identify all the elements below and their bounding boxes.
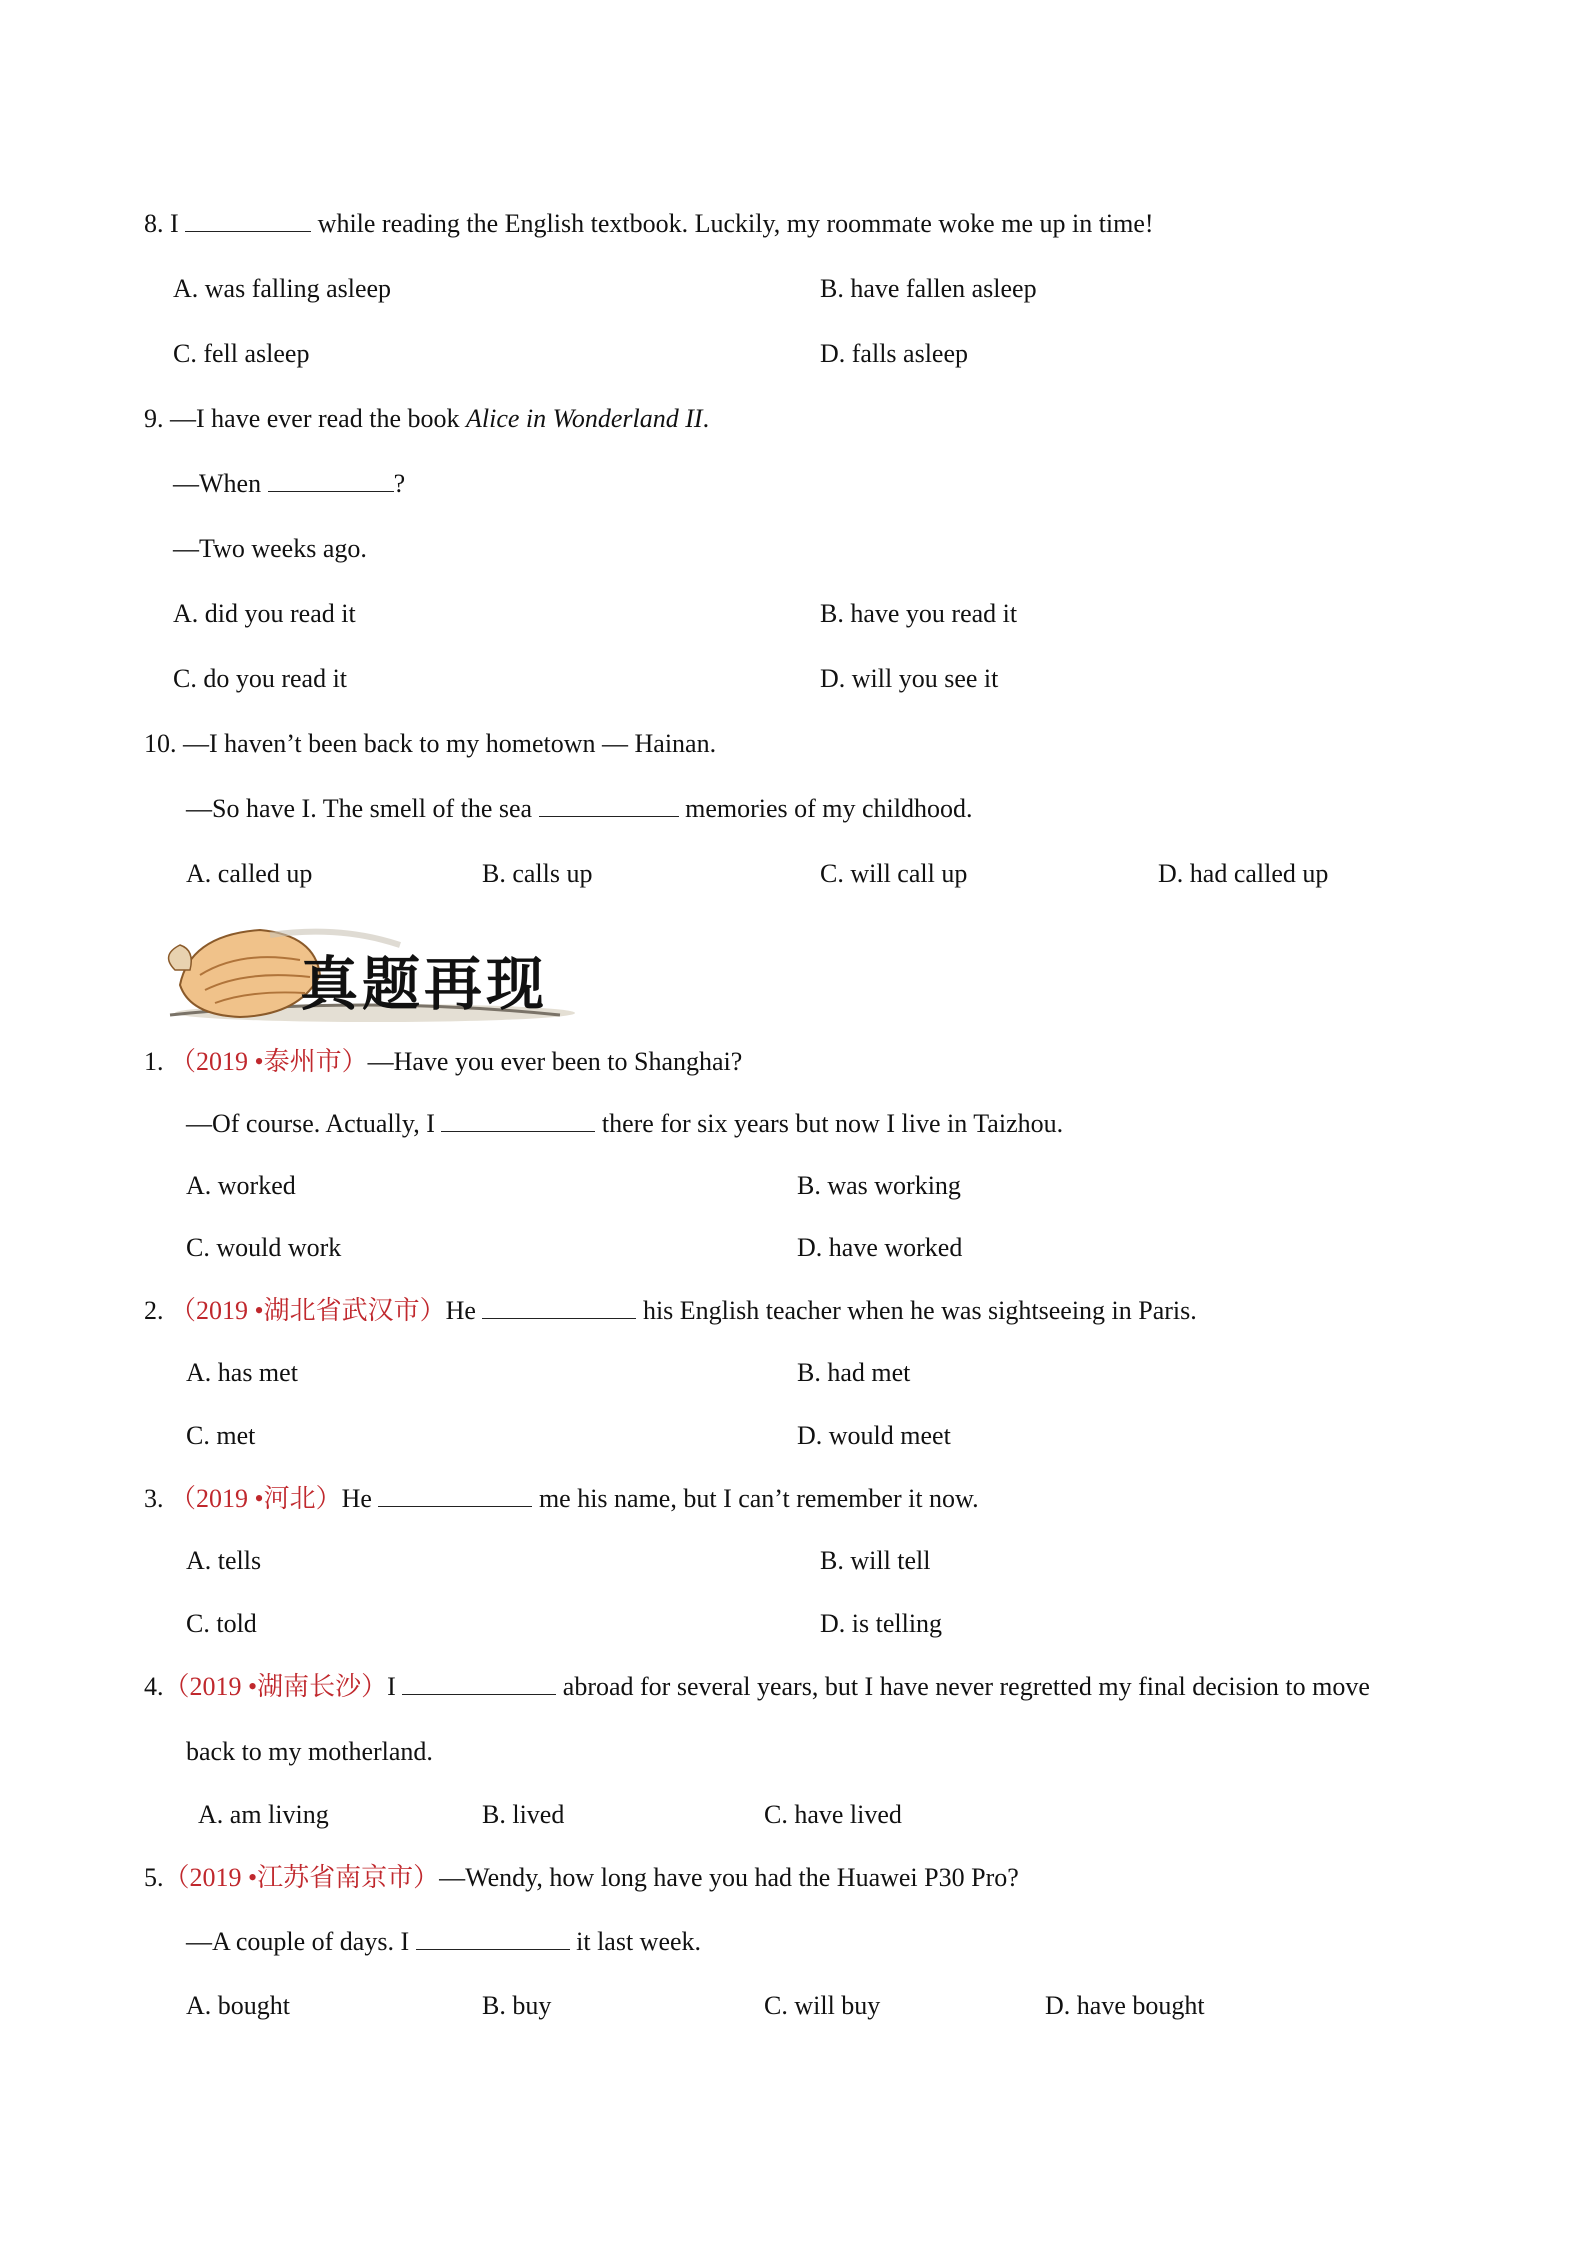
exam-q1-option-c: C. would work <box>186 1233 342 1262</box>
q10-blank <box>539 794 679 817</box>
exam-q1-line1: —Have you ever been to Shanghai? <box>367 1047 743 1076</box>
section-banner <box>150 915 580 1030</box>
exam-q5-option-b: B. buy <box>482 1991 552 2020</box>
exam-q5-number: 5. <box>144 1863 164 1892</box>
exam-q4-text-post: abroad for several years, but I have never regretted my final decision to move <box>562 1672 1370 1701</box>
exam-q2-text-post: his English teacher when he was sightseeing in Paris. <box>642 1296 1197 1325</box>
exam-q2-number: 2. <box>144 1296 164 1325</box>
q9-line2-pre: —When <box>173 469 262 498</box>
exam-q3-text-post: me his name, but I can’t remember it now. <box>538 1484 979 1513</box>
exam-q5-source: （2019 •江苏省南京市） <box>163 1863 440 1892</box>
q8-stem <box>144 206 1154 242</box>
exam-q3-option-b: B. will tell <box>820 1546 931 1575</box>
exam-q4-option-c: C. have lived <box>764 1800 902 1829</box>
exam-q2-option-d: D. would meet <box>797 1421 951 1450</box>
q8-option-b: B. have fallen asleep <box>820 274 1037 303</box>
exam-q5-line2 <box>186 1924 701 1960</box>
q10-option-a: A. called up <box>186 859 313 888</box>
exam-q5-line2-post: it last week. <box>576 1927 702 1956</box>
q8-option-a: A. was falling asleep <box>173 274 392 303</box>
exam-q5-line2-pre: —A couple of days. I <box>186 1927 410 1956</box>
exam-q3-option-d: D. is telling <box>820 1609 943 1638</box>
exam-q1-line2-post: there for six years but now I live in Taizhou. <box>601 1109 1064 1138</box>
q10-option-d: D. had called up <box>1158 859 1329 888</box>
exam-q1-option-a: A. worked <box>186 1171 296 1200</box>
exam-q1-stem <box>144 1044 742 1080</box>
q8-option-d: D. falls asleep <box>820 339 969 368</box>
exam-q1-number: 1. <box>144 1047 164 1076</box>
exam-q3-source: （2019 •河北） <box>170 1484 342 1513</box>
exam-q2-source: （2019 •湖北省武汉市） <box>170 1296 446 1325</box>
q9-text-pre: —I have ever read the book <box>170 404 460 433</box>
q8-number: 8. <box>144 209 164 238</box>
exam-q5-option-c: C. will buy <box>764 1991 881 2020</box>
q10-option-c: C. will call up <box>820 859 968 888</box>
exam-q3-number: 3. <box>144 1484 164 1513</box>
exam-q5-option-a: A. bought <box>186 1991 290 2020</box>
exam-q2-stem <box>144 1293 1197 1329</box>
exam-q2-text-pre: He <box>445 1296 476 1325</box>
exam-q3-stem <box>144 1481 979 1517</box>
exam-q3-option-a: A. tells <box>186 1546 262 1575</box>
q9-option-d: D. will you see it <box>820 664 999 693</box>
exam-q4-stem <box>144 1669 1370 1705</box>
exam-q2-blank <box>482 1296 636 1319</box>
q9-number: 9. <box>144 404 164 433</box>
exam-q1-source: （2019 •泰州市） <box>170 1047 368 1076</box>
q9-line3: —Two weeks ago. <box>173 534 367 563</box>
q10-line2-post: memories of my childhood. <box>685 794 973 823</box>
q9-line2 <box>173 466 405 502</box>
q10-option-b: B. calls up <box>482 859 593 888</box>
q9-line2-post: ? <box>393 469 406 498</box>
exam-q5-option-d: D. have bought <box>1045 1991 1205 2020</box>
q10-line2-pre: —So have I. The smell of the sea <box>186 794 533 823</box>
q10-number: 10. <box>144 729 177 758</box>
exam-q3-text-pre: He <box>341 1484 372 1513</box>
exam-q4-text-pre: I <box>387 1672 396 1701</box>
exam-q4-line2: back to my motherland. <box>186 1737 433 1766</box>
exam-q2-option-a: A. has met <box>186 1358 298 1387</box>
exam-q5-stem <box>144 1860 1019 1896</box>
q9-stem <box>144 401 709 437</box>
exam-q1-line2-pre: —Of course. Actually, I <box>186 1109 435 1138</box>
q9-book-title: Alice in Wonderland II <box>465 404 703 433</box>
q9-blank <box>268 469 394 492</box>
q10-line1: —I haven’t been back to my hometown — Hainan. <box>183 729 717 758</box>
q8-text-post: while reading the English textbook. Luckily, my roommate woke me up in time! <box>317 209 1154 238</box>
q9-option-a: A. did you read it <box>173 599 356 628</box>
exam-q1-line2 <box>186 1106 1063 1142</box>
q8-blank <box>185 209 311 232</box>
exam-q3-option-c: C. told <box>186 1609 257 1638</box>
q10-line2 <box>186 791 973 827</box>
exam-q4-blank <box>402 1672 556 1695</box>
exam-q2-option-c: C. met <box>186 1421 256 1450</box>
exam-q1-option-b: B. was working <box>797 1171 961 1200</box>
q8-option-c: C. fell asleep <box>173 339 310 368</box>
section-title: 真题再现 <box>300 950 549 1018</box>
q9-option-c: C. do you read it <box>173 664 348 693</box>
exam-q4-number: 4. <box>144 1672 164 1701</box>
q8-text-pre: I <box>170 209 179 238</box>
exam-q3-blank <box>378 1484 532 1507</box>
exam-q1-option-d: D. have worked <box>797 1233 963 1262</box>
exam-q5-line1: —Wendy, how long have you had the Huawei P30 Pro? <box>439 1863 1019 1892</box>
q9-text-post: . <box>702 404 710 433</box>
exam-q5-blank <box>416 1927 570 1950</box>
exam-q1-blank <box>441 1109 595 1132</box>
q9-option-b: B. have you read it <box>820 599 1018 628</box>
exam-q2-option-b: B. had met <box>797 1358 911 1387</box>
exam-q4-option-a: A. am living <box>198 1800 329 1829</box>
exam-q4-option-b: B. lived <box>482 1800 565 1829</box>
exam-q4-source: （2019 •湖南长沙） <box>163 1672 388 1701</box>
q10-stem <box>144 726 716 762</box>
